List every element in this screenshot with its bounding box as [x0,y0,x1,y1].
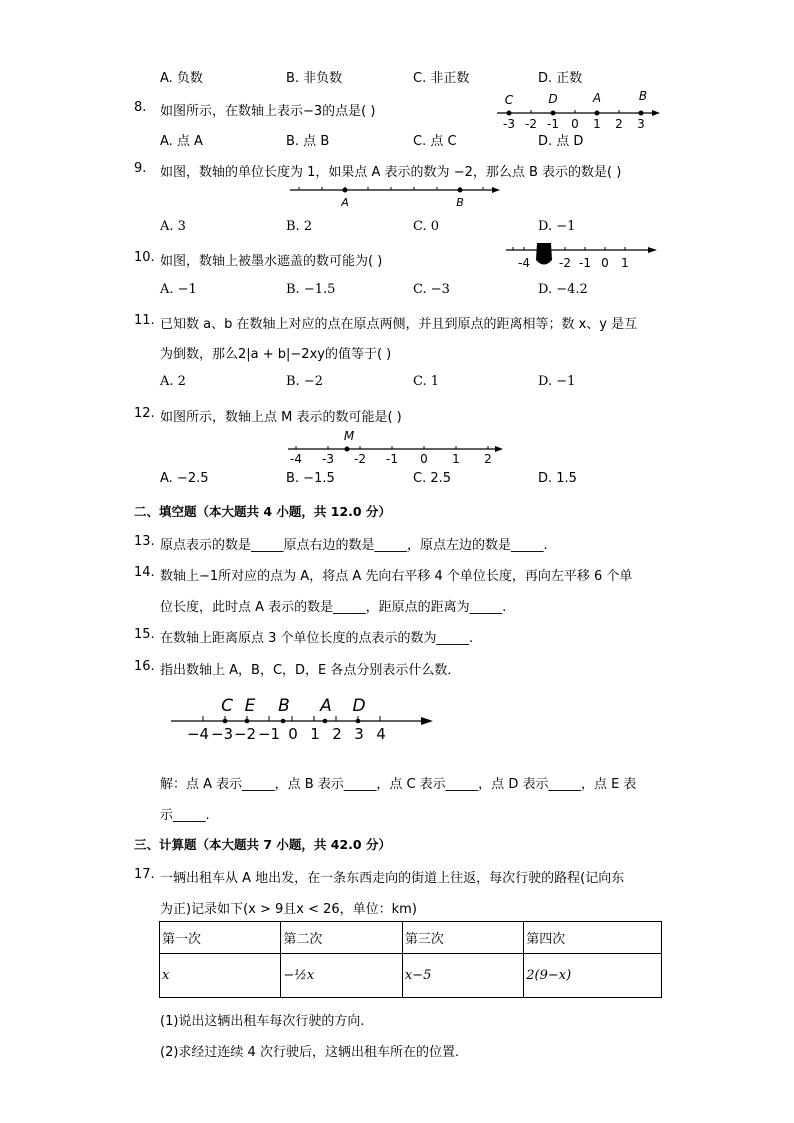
q16-number-line [165,692,440,744]
q8-point-b [639,111,644,116]
q8-point-c [507,111,512,116]
q8-label-c: C [504,93,514,107]
q17-header-cell: 第三次 [402,922,523,954]
q17-value-cell: x [160,954,281,998]
q17-value-cell: −½x [281,954,402,998]
q16-label-b: B [278,696,290,716]
q9-point-a [343,188,348,193]
q17-sub1: (1)说出这辆出租车每次行驶的方向. [160,1014,365,1029]
q16-tick-label: 1 [310,725,320,743]
q17-header-cell: 第二次 [281,922,402,954]
q12-option-b: B. −1.5 [286,471,335,486]
q10-tick-label: 1 [621,256,629,270]
q8-tick-label: 2 [615,117,623,131]
q17-header-cell: 第四次 [524,922,662,954]
q8-point-d [551,111,556,116]
q16-point-e [245,719,250,724]
q16-tick-label: 3 [354,725,364,743]
q13-number: 13. [134,534,155,549]
q15-text: 在数轴上距离原点 3 个单位长度的点表示的数为_____. [160,631,474,646]
q11-option-b: B. −2 [286,374,323,389]
q14-line2: 位长度，此时点 A 表示的数是_____，距原点的距离为_____. [160,600,507,615]
q7-option-d: D. 正数 [538,71,583,86]
q8-label-d: D [548,92,558,106]
q12-label-m: M [343,429,355,443]
q11-option-a: A. 2 [160,374,186,389]
q7-option-c: C. 非正数 [413,71,470,86]
q8-number: 8. [134,100,147,115]
q12-tick-label: -4 [290,452,302,465]
q17-table [159,921,662,998]
q17-sub2: (2)求经过连续 4 次行驶后，这辆出租车所在的位置. [160,1045,460,1060]
q17-value-cell: 2(9−x) [524,954,662,998]
q16-point-a [323,719,328,724]
q12-option-c: C. 2.5 [413,471,452,486]
q10-ink-blot [536,243,552,265]
q16-label-a: A [320,696,332,716]
q10-number: 10. [134,250,155,265]
q12-tick-label: 2 [484,452,492,465]
q16-label-c: C [221,696,233,716]
q7-option-b: B. 非负数 [286,71,343,86]
q12-tick-label: -1 [386,452,398,465]
q17-number: 17. [134,867,155,882]
q9-text: 如图，数轴的单位长度为 1，如果点 A 表示的数为 −2，那么点 B 表示的数是( ) [160,165,622,180]
q9-option-b: B. 2 [286,219,313,234]
q10-tick-label: -4 [518,256,530,270]
q9-option-c: C. 0 [413,219,440,234]
q12-number-line [284,427,509,465]
q12-option-a: A. −2.5 [160,471,209,486]
section-fill-in-heading: 二、填空题（本大题共 4 小题，共 12.0 分） [134,504,391,519]
q16-number: 16. [134,659,155,674]
q15-number: 15. [134,627,155,642]
q16-tick-label: −2 [233,725,257,743]
q16-tick-label: 4 [376,725,386,743]
q17-header-cell: 第一次 [160,922,281,954]
q17-line1: 一辆出租车从 A 地出发，在一条东西走向的街道上往返，每次行驶的路程(记向东 [160,871,625,886]
q10-option-d: D. −4.2 [538,282,588,297]
q10-tick-label: -1 [579,256,591,270]
q10-text: 如图，数轴上被墨水遮盖的数可能为( ) [160,254,383,269]
q16-tick-label: −4 [186,725,210,743]
q16-answer-line2: 示_____. [160,808,210,823]
q9-label-a: A [341,196,349,209]
q12-tick-label: 0 [420,452,428,465]
q8-tick-label: 0 [571,117,579,131]
q13-text: 原点表示的数是_____原点右边的数是_____，原点左边的数是_____. [160,538,548,553]
q8-label-b: B [638,89,648,103]
q16-point-d [356,719,361,724]
q9-option-a: A. 3 [160,219,186,234]
q16-text: 指出数轴上 A，B，C，D，E 各点分别表示什么数． [160,663,461,678]
q12-number: 12. [134,406,155,421]
q16-label-d: D [352,696,366,716]
q12-tick-label: -2 [354,452,366,465]
q8-point-a [595,111,600,116]
q8-option-a: A. 点 A [160,134,203,149]
q9-option-d: D. −1 [538,219,576,234]
q16-tick-label: 0 [288,725,298,743]
q9-number-line [284,180,506,210]
q16-point-c [223,719,228,724]
q12-tick-label: -3 [322,452,334,465]
q8-tick-label: -2 [525,117,537,131]
q8-option-b: B. 点 B [286,134,330,149]
q14-number: 14. [134,565,155,580]
q11-number: 11. [134,313,155,328]
q10-option-c: C. −3 [413,282,450,297]
q11-line1: 已知数 a、b 在数轴上对应的点在原点两侧，并且到原点的距离相等；数 x、y 是互 [160,317,638,332]
q16-tick-label: −1 [257,725,281,743]
q12-tick-label: 1 [452,452,460,465]
q8-option-d: D. 点 D [538,134,584,149]
q12-option-d: D. 1.5 [538,471,577,486]
q8-text: 如图所示，在数轴上表示−3的点是( ) [160,104,376,119]
q8-tick-label: 3 [637,117,645,131]
q17-value-cell: x−5 [402,954,523,998]
q17-line2: 为正)记录如下(x > 9且x < 26，单位：km) [160,902,417,917]
q8-number-line [492,86,667,132]
q11-option-d: D. −1 [538,374,576,389]
q9-number: 9. [134,161,147,176]
q11-option-c: C. 1 [413,374,440,389]
q8-tick-label: -1 [547,117,559,131]
section-calculation-heading: 三、计算题（本大题共 7 小题，共 42.0 分） [134,837,391,852]
q8-option-c: C. 点 C [413,134,457,149]
q8-label-a: A [592,91,602,105]
q8-tick-label: -3 [503,117,515,131]
q12-point-m [345,447,350,452]
q14-line1: 数轴上−1所对应的点为 A，将点 A 先向右平移 4 个单位长度，再向左平移 6 个单 [160,569,633,584]
q9-label-b: B [456,196,464,209]
q10-number-line [500,240,662,272]
q16-label-e: E [244,696,256,716]
q10-option-a: A. −1 [160,282,197,297]
q16-tick-label: 2 [332,725,342,743]
q16-answer-line1: 解：点 A 表示_____，点 B 表示_____，点 C 表示_____，点 D 表示_____，点 E 表 [160,777,637,792]
q12-text: 如图所示，数轴上点 M 表示的数可能是( ) [160,410,402,425]
q9-point-b [458,188,463,193]
q10-tick-label: -2 [559,256,571,270]
q16-point-b [281,719,286,724]
q8-tick-label: 1 [593,117,601,131]
q10-tick-label: 0 [601,256,609,270]
q10-option-b: B. −1.5 [286,282,336,297]
q11-line2: 为倒数，那么2|a + b|−2xy的值等于( ) [160,347,392,362]
q7-option-a: A. 负数 [160,71,203,86]
q16-tick-label: −3 [210,725,234,743]
